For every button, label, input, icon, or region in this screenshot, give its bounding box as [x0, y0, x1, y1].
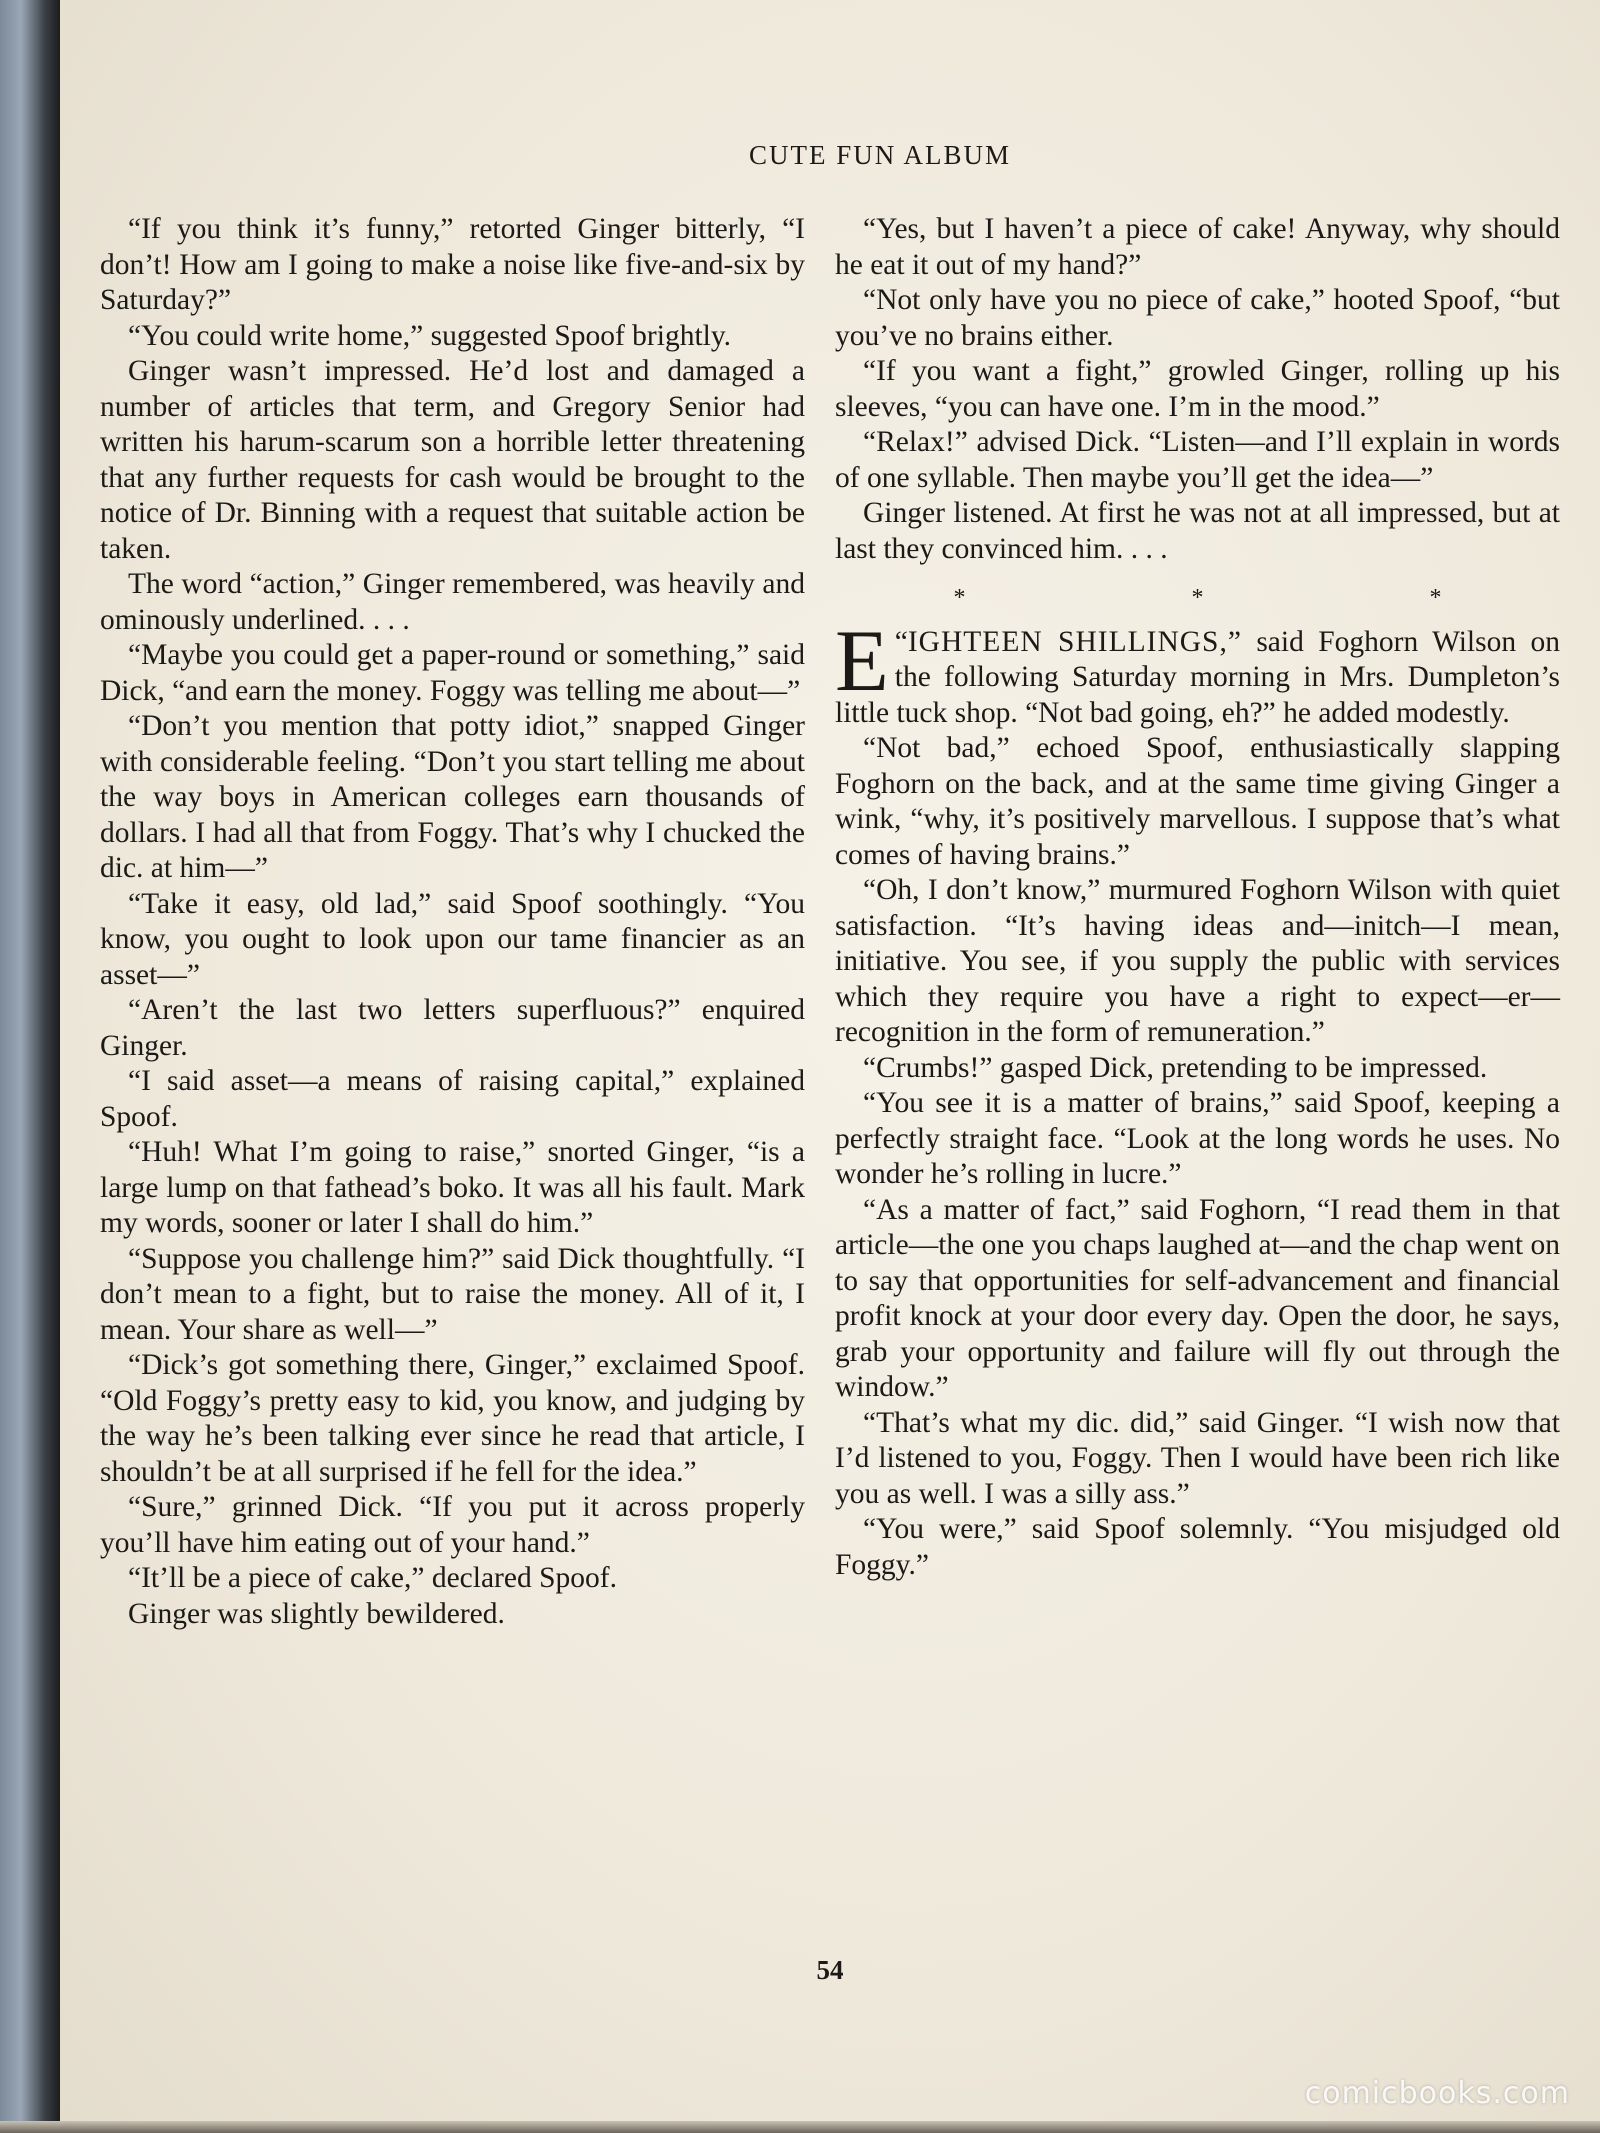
paragraph: “Sure,” grinned Dick. “If you put it across properly you’ll have him eating out of your hand.”	[100, 1491, 805, 1559]
paragraph: “That’s what my dic. did,” said Ginger. “I wish now that I’d listened to you, Foggy. Then I would have been rich like you as well. I was a silly ass.”	[835, 1406, 1560, 1510]
paragraph: The word “action,” Ginger remembered, was heavily and ominously underlined. . . .	[100, 568, 805, 636]
book-page	[60, 0, 1600, 2121]
book-binding	[0, 0, 60, 2133]
paragraph: “Take it easy, old lad,” said Spoof soothingly. “You know, you ought to look upon our tame financier as an asset—”	[100, 887, 805, 991]
paragraph: “Yes, but I haven’t a piece of cake! Anyway, why should he eat it out of my hand?”	[835, 213, 1560, 281]
opening-quote: “	[894, 625, 908, 658]
paragraph: “Not bad,” echoed Spoof, enthusiastically slapping Foghorn on the back, and at the same time giving Ginger a wink, “why, it’s positively marvellous. I suppose that’s what comes of having brains.”	[835, 732, 1560, 871]
paragraph: “Oh, I don’t know,” murmured Foghorn Wilson with quiet satisfaction. “It’s having ideas and—initch—I mean, initiative. You see, if you supply the public with services which they require you have a right to expect—er—recognition in the form of remuneration.”	[835, 874, 1560, 1048]
paragraph: “Dick’s got something there, Ginger,” exclaimed Spoof. “Old Foggy’s pretty easy to kid, you know, and judging by the way he’s been talking ever since he read that article, I shouldn’t be at all surprised if he fell for the idea.”	[100, 1349, 805, 1488]
paragraph: “Don’t you mention that potty idiot,” snapped Ginger with considerable feeling. “Don’t you start telling me about the way boys in American colleges earn thousands of dollars. I had all that from Foggy. That’s why I chucked the dic. at him—”	[100, 710, 805, 884]
paragraph: “If you think it’s funny,” retorted Ginger bitterly, “I don’t! How am I going to make a noise like five-and-six by Saturday?”	[100, 213, 805, 316]
right-column	[835, 212, 1560, 1583]
paragraph: “You see it is a matter of brains,” said Spoof, keeping a perfectly straight face. “Look at the long words he uses. No wonder he’s rolling in lucre.”	[835, 1087, 1560, 1190]
paragraph: “Suppose you challenge him?” said Dick thoughtfully. “I don’t mean to a fight, but to raise the money. All of it, I mean. Your share as well—”	[100, 1242, 805, 1346]
paragraph: Ginger listened. At first he was not at all impressed, but at last they convinced him. . . .	[835, 497, 1560, 565]
site-watermark: comicbooks.com	[1304, 2076, 1570, 2111]
chapter-opening-paragraph	[835, 612, 1560, 732]
paragraph: “You were,” said Spoof solemnly. “You misjudged old Foggy.”	[835, 1513, 1560, 1581]
page-bottom-edge	[0, 2121, 1600, 2133]
paragraph: “As a matter of fact,” said Foghorn, “I read them in that article—the one you chaps laughed at—and the chap went on to say that opportunities for self-advancement and financial profit knock at your door every day. Open the door, he says, grab your opportunity and failure will fly out through the window.”	[835, 1193, 1560, 1403]
drop-cap: E	[835, 612, 889, 710]
running-header: CUTE FUN ALBUM	[748, 140, 1012, 170]
paragraph: “Not only have you no piece of cake,” hooted Spoof, “but you’ve no brains either.	[835, 284, 1560, 352]
section-separator: * * *	[953, 585, 1552, 611]
paragraph: “Huh! What I’m going to raise,” snorted Ginger, “is a large lump on that fathead’s boko. It was all his fault. Mark my words, sooner or later I shall do him.”	[100, 1136, 805, 1239]
page-number: 54	[816, 1955, 844, 1985]
paragraph: “It’ll be a piece of cake,” declared Spoof.	[128, 1562, 617, 1594]
paragraph: Ginger wasn’t impressed. He’d lost and damaged a number of articles that term, and Gregory Senior had written his harum-scarum son a horrible letter threatening that any further requests for cash would be brought to the notice of Dr. Binning with a request that suitable action be taken.	[100, 355, 805, 565]
paragraph: Ginger was slightly bewildered.	[128, 1597, 505, 1630]
paragraph: “Maybe you could get a paper-round or something,” said Dick, “and earn the money. Foggy was telling me about—”	[100, 639, 805, 707]
opening-lead-words: IGHTEEN SHILLINGS,”	[907, 625, 1242, 658]
paragraph: “I said asset—a means of raising capital,” explained Spoof.	[100, 1065, 805, 1133]
paragraph: “Relax!” advised Dick. “Listen—and I’ll explain in words of one syllable. Then maybe you’ll get the idea—”	[835, 426, 1560, 494]
paragraph: “Aren’t the last two letters superfluous?” enquired Ginger.	[100, 994, 805, 1062]
left-column	[100, 212, 805, 1632]
paragraph: “You could write home,” suggested Spoof brightly.	[128, 319, 732, 352]
paragraph: “Crumbs!” gasped Dick, pretending to be impressed.	[863, 1051, 1488, 1084]
paragraph: “If you want a fight,” growled Ginger, rolling up his sleeves, “you can have one. I’m in the mood.”	[835, 355, 1560, 423]
opening-text: said Foghorn Wilson on the following Saturday morning in Mrs. Dumpleton’s little tuck shop. “Not bad going, eh?” he added modestly.	[835, 625, 1560, 729]
